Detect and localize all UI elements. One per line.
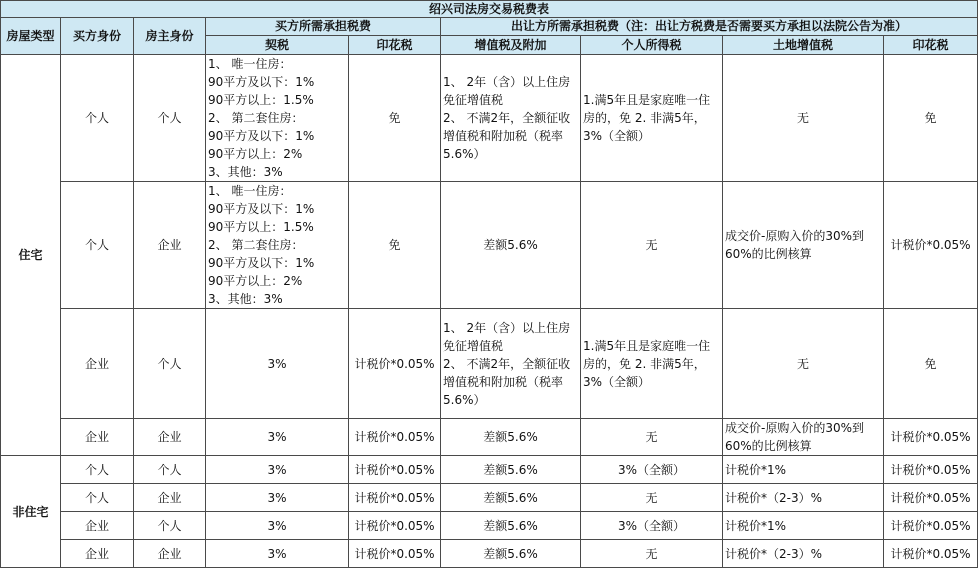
land-vat-cell: 计税价*1% bbox=[723, 512, 884, 540]
land-vat-cell: 成交价-原购入价的30%到60%的比例核算 bbox=[723, 419, 884, 456]
vat-cell: 差额5.6% bbox=[441, 484, 581, 512]
table-row bbox=[1, 540, 978, 568]
category-non-residential: 非住宅 bbox=[1, 456, 61, 568]
seller-stamp-cell: 免 bbox=[884, 55, 978, 182]
vat-cell: 差额5.6% bbox=[441, 182, 581, 309]
income-tax-cell: 无 bbox=[581, 419, 723, 456]
table-row bbox=[1, 419, 978, 456]
owner-cell: 企业 bbox=[134, 484, 206, 512]
buyer-stamp-cell: 计税价*0.05% bbox=[349, 540, 441, 568]
table-title: 绍兴司法房交易税费表 bbox=[1, 1, 978, 18]
header-land-vat: 土地增值税 bbox=[723, 36, 884, 55]
owner-cell: 个人 bbox=[134, 456, 206, 484]
seller-stamp-cell: 计税价*0.05% bbox=[884, 456, 978, 484]
income-tax-cell: 无 bbox=[581, 484, 723, 512]
vat-cell: 差额5.6% bbox=[441, 419, 581, 456]
seller-stamp-cell: 免 bbox=[884, 309, 978, 419]
income-tax-cell: 3%（全额） bbox=[581, 512, 723, 540]
owner-cell: 企业 bbox=[134, 540, 206, 568]
buyer-cell: 个人 bbox=[61, 484, 134, 512]
header-buyer-stamp-tax: 印花税 bbox=[349, 36, 441, 55]
buyer-cell: 企业 bbox=[61, 512, 134, 540]
seller-stamp-cell: 计税价*0.05% bbox=[884, 512, 978, 540]
buyer-stamp-cell: 计税价*0.05% bbox=[349, 419, 441, 456]
vat-cell: 差额5.6% bbox=[441, 456, 581, 484]
buyer-cell: 企业 bbox=[61, 540, 134, 568]
table-row bbox=[1, 512, 978, 540]
buyer-stamp-cell: 计税价*0.05% bbox=[349, 309, 441, 419]
buyer-cell: 个人 bbox=[61, 55, 134, 182]
deed-tax-cell: 3% bbox=[206, 309, 349, 419]
header-owner-identity: 房主身份 bbox=[134, 18, 206, 55]
owner-cell: 个人 bbox=[134, 512, 206, 540]
owner-cell: 企业 bbox=[134, 419, 206, 456]
table-row bbox=[1, 55, 978, 182]
buyer-cell: 个人 bbox=[61, 456, 134, 484]
seller-stamp-cell: 计税价*0.05% bbox=[884, 419, 978, 456]
header-income-tax: 个人所得税 bbox=[581, 36, 723, 55]
vat-cell: 差额5.6% bbox=[441, 512, 581, 540]
income-tax-cell: 无 bbox=[581, 182, 723, 309]
seller-stamp-cell: 计税价*0.05% bbox=[884, 540, 978, 568]
land-vat-cell: 计税价*1% bbox=[723, 456, 884, 484]
seller-stamp-cell: 计税价*0.05% bbox=[884, 484, 978, 512]
header-seller-stamp-tax: 印花税 bbox=[884, 36, 978, 55]
deed-tax-cell: 3% bbox=[206, 419, 349, 456]
owner-cell: 个人 bbox=[134, 309, 206, 419]
header-buyer-group: 买方所需承担税费 bbox=[206, 18, 441, 36]
buyer-stamp-cell: 计税价*0.05% bbox=[349, 456, 441, 484]
owner-cell: 企业 bbox=[134, 182, 206, 309]
vat-cell: 1、 2年（含）以上住房免征增值税 2、 不满2年，全额征收增值税和附加税（税率5.6%） bbox=[441, 309, 581, 419]
table-row bbox=[1, 456, 978, 484]
income-tax-cell: 1.满5年且是家庭唯一住房的，免 2. 非满5年，3%（全额） bbox=[581, 309, 723, 419]
owner-cell: 个人 bbox=[134, 55, 206, 182]
header-deed-tax: 契税 bbox=[206, 36, 349, 55]
land-vat-cell: 成交价-原购入价的30%到60%的比例核算 bbox=[723, 182, 884, 309]
income-tax-cell: 3%（全额） bbox=[581, 456, 723, 484]
buyer-stamp-cell: 计税价*0.05% bbox=[349, 484, 441, 512]
buyer-stamp-cell: 免 bbox=[349, 182, 441, 309]
land-vat-cell: 计税价*（2-3）% bbox=[723, 540, 884, 568]
header-property-type: 房屋类型 bbox=[1, 18, 61, 55]
buyer-cell: 个人 bbox=[61, 182, 134, 309]
vat-cell: 差额5.6% bbox=[441, 540, 581, 568]
deed-tax-cell: 3% bbox=[206, 540, 349, 568]
deed-tax-cell: 1、 唯一住房： 90平方及以下：1% 90平方以上：1.5% 2、 第二套住房： 90平方及以下：1% 90平方以上：2% 3、其他：3% bbox=[206, 55, 349, 182]
buyer-stamp-cell: 计税价*0.05% bbox=[349, 512, 441, 540]
table-row bbox=[1, 182, 978, 309]
income-tax-cell: 1.满5年且是家庭唯一住房的，免 2. 非满5年，3%（全额） bbox=[581, 55, 723, 182]
buyer-cell: 企业 bbox=[61, 419, 134, 456]
deed-tax-cell: 3% bbox=[206, 484, 349, 512]
buyer-stamp-cell: 免 bbox=[349, 55, 441, 182]
buyer-cell: 企业 bbox=[61, 309, 134, 419]
table-row bbox=[1, 484, 978, 512]
deed-tax-cell: 3% bbox=[206, 512, 349, 540]
land-vat-cell: 计税价*（2-3）% bbox=[723, 484, 884, 512]
header-buyer-identity: 买方身份 bbox=[61, 18, 134, 55]
header-vat: 增值税及附加 bbox=[441, 36, 581, 55]
category-residential: 住宅 bbox=[1, 55, 61, 456]
land-vat-cell: 无 bbox=[723, 55, 884, 182]
vat-cell: 1、 2年（含）以上住房免征增值税 2、 不满2年，全额征收增值税和附加税（税率5.6%） bbox=[441, 55, 581, 182]
header-seller-group: 出让方所需承担税费（注：出让方税费是否需要买方承担以法院公告为准） bbox=[441, 18, 978, 36]
income-tax-cell: 无 bbox=[581, 540, 723, 568]
seller-stamp-cell: 计税价*0.05% bbox=[884, 182, 978, 309]
deed-tax-cell: 1、 唯一住房： 90平方及以下：1% 90平方以上：1.5% 2、 第二套住房： 90平方及以下：1% 90平方以上：2% 3、其他：3% bbox=[206, 182, 349, 309]
land-vat-cell: 无 bbox=[723, 309, 884, 419]
table-row bbox=[1, 309, 978, 419]
deed-tax-cell: 3% bbox=[206, 456, 349, 484]
